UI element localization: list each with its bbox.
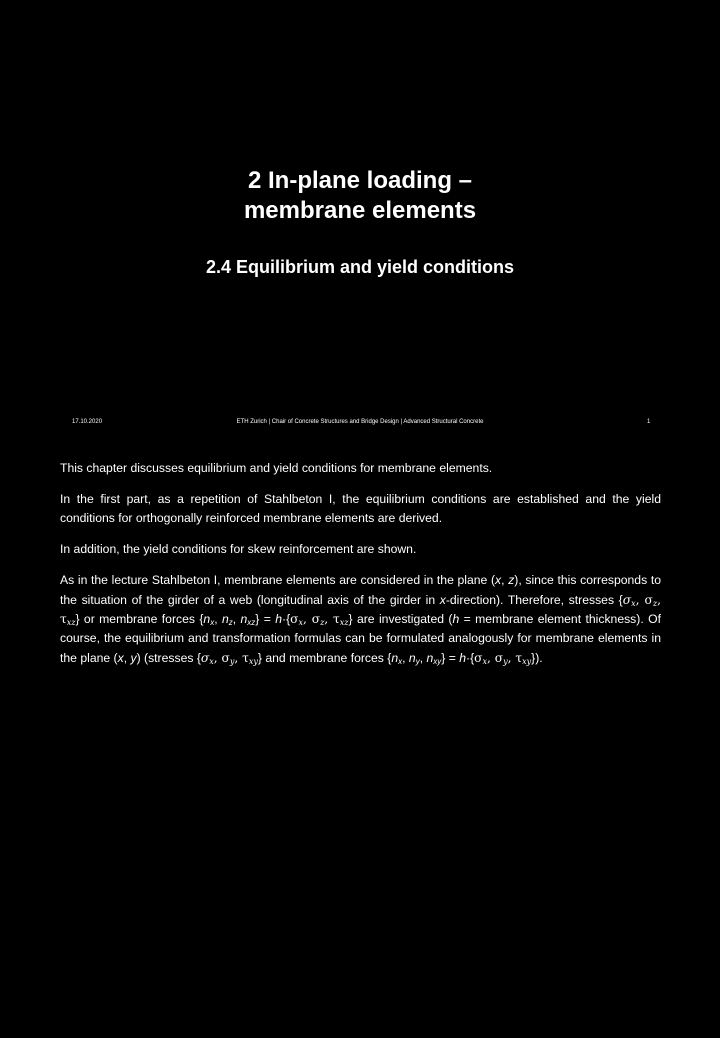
notes-p4-text-9: } = (441, 650, 456, 665)
notes-paragraph-4: As in the lecture Stahlbeton I, membrane elements are considered in the plane (x, z), since this corresponds to the situation of the girder of a web (longitudinal axis of the girder in x-direction). Therefore, stresses {$\sigma_x$, $\sigma_z$, $\tau_{xz}$} or membrane forces {$n_x$, $n_z$, $n_{xz}\} = h\cdot\{\sigma_x$, $\sigma_z$, $\tau_{xz}$} are investigated (h = membrane element thickness). Of course, the equilibrium and transformation formulas can be formulated analogously for membrane elements in the plane (x, y) (stresses {$\sigma_x$, $\sigma_y$, $\tau_{xy}$} and membrane forces {$n_x$, $n_y$, $n_{xy}\} = h\cdot\{\sigma_x$, $\sigma_y$, $\tau_{xy}$}). (60, 573, 661, 666)
notes-p4-text-2: ), since this corresponds to the situation of the girder of a web (longitudinal axis of the girder in (60, 573, 661, 607)
slide-preview (0, 0, 720, 440)
slide-subtitle: 2.4 Equilibrium and yield conditions (205, 257, 515, 277)
footer-date: 17.10.2020 (72, 419, 103, 425)
notes-p4-text-5: } are investigated ( (348, 611, 453, 626)
notes-paragraph-1: This chapter discusses equilibrium and yield conditions for membrane elements. (60, 461, 493, 475)
notes-p4-text-3: -direction). Therefore, stresses { (445, 592, 623, 607)
speaker-notes (60, 459, 661, 680)
notes-paragraph-2: In the first part, as a repetition of Stahlbeton I, the equilibrium conditions are established and the yield conditions for orthogonally reinforced membrane elements are derived. (60, 491, 661, 526)
notes-paragraph-3: In addition, the yield conditions for skew reinforcement are shown. (60, 542, 417, 557)
slide-title-line-2: membrane elements (243, 197, 477, 224)
footer-page-number: 1 (647, 419, 651, 425)
slide-title (0, 166, 720, 226)
notes-p4-text-7: ) (stresses { (136, 650, 201, 665)
notes-p4-text-6: = membrane element thickness). Of course, the equilibrium and transformation formulas can be formulated analogously for membrane elements in the plane ( (60, 611, 661, 665)
notes-p4-text-1: As in the lecture Stahlbeton I, membrane elements are considered in the plane ( (60, 573, 496, 588)
footer-institution: ETH Zurich | Chair of Concrete Structures and Bridge Design | Advanced Structural Concrete (236, 419, 484, 425)
notes-p4-text-10: }). (531, 650, 543, 665)
notes-p4-text-4: } or membrane forces { (75, 611, 204, 626)
slide-title-line-1: 2 In-plane loading – (247, 167, 473, 194)
notes-p4-text-8: } and membrane forces { (257, 650, 392, 665)
